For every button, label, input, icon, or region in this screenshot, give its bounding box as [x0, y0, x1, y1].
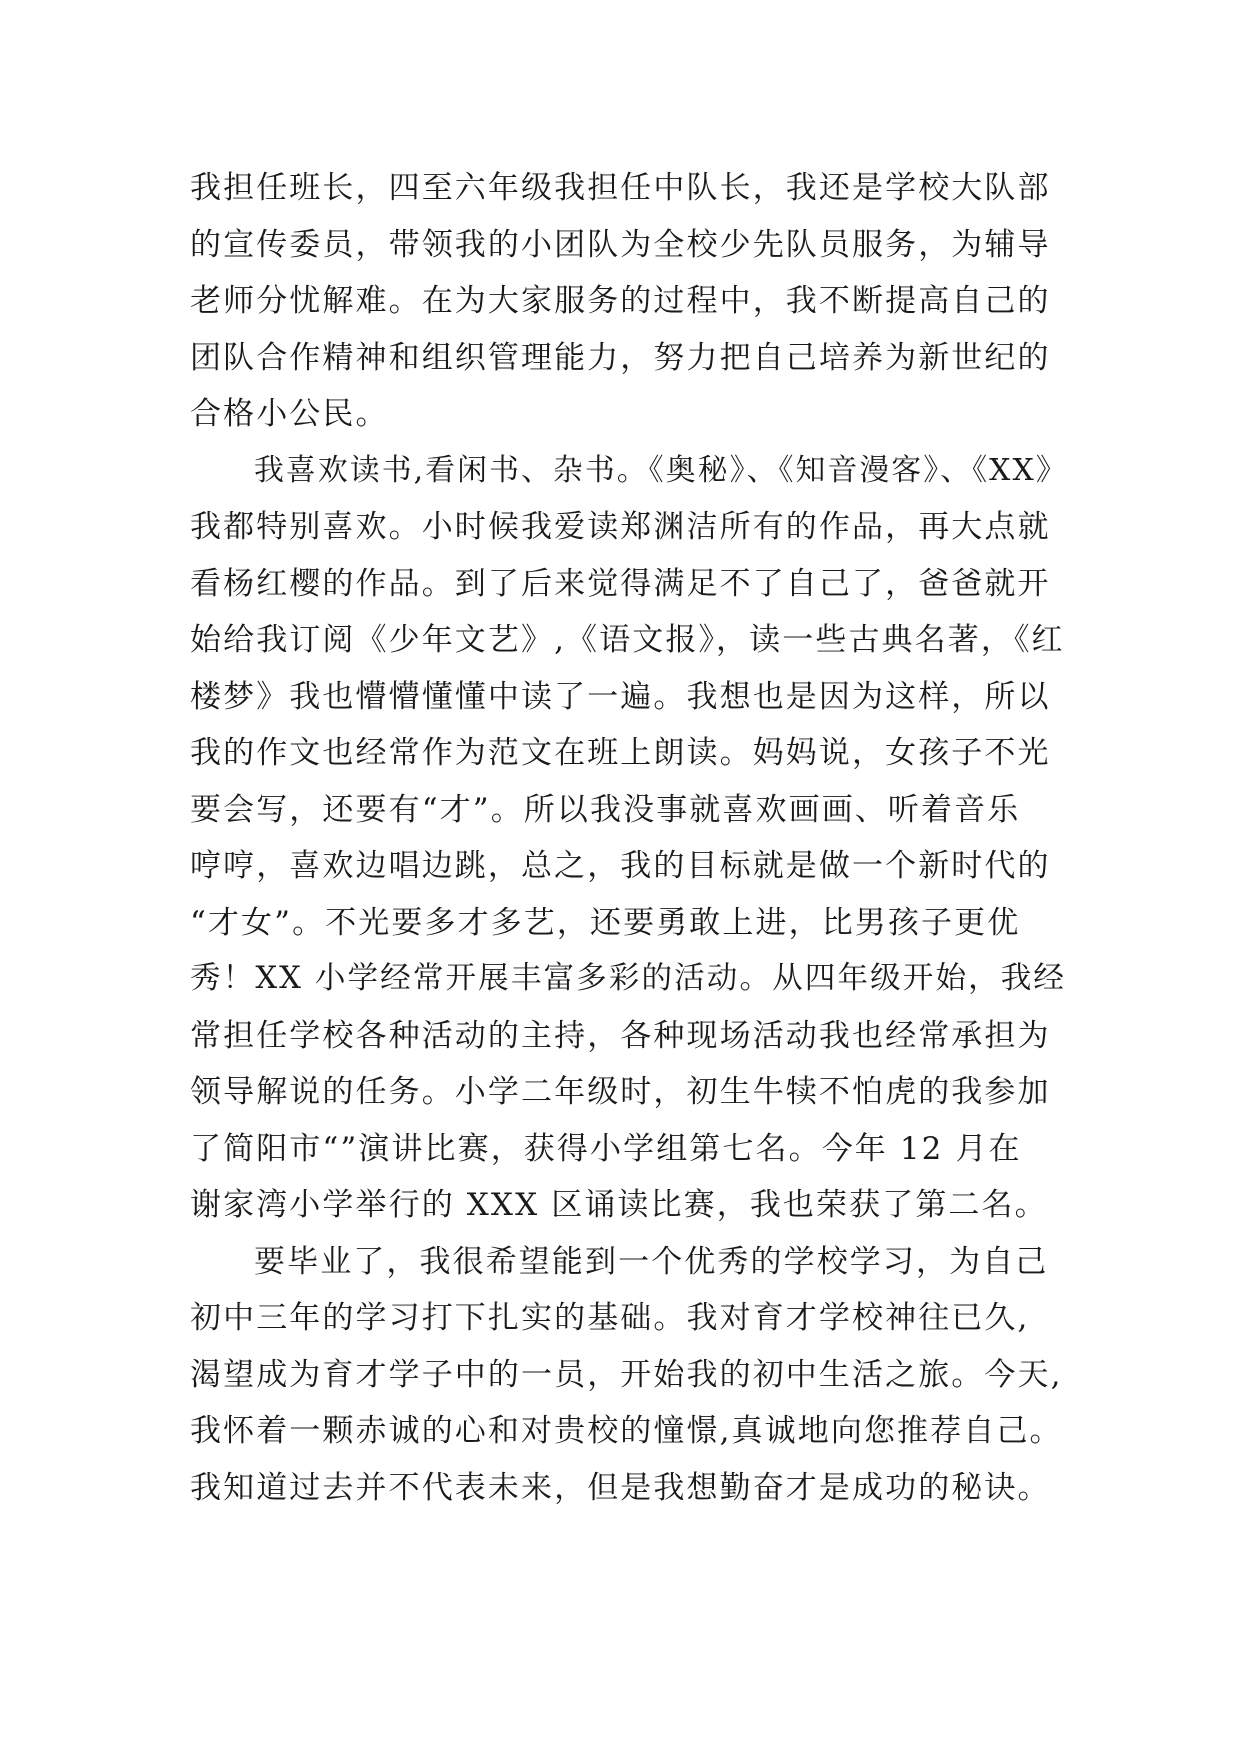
- text-line: 领导解说的任务。小学二年级时，初生牛犊不怕虎的我参加: [190, 1074, 1051, 1110]
- text-line: 初中三年的学习打下扎实的基础。我对育才学校神往已久,: [190, 1300, 1030, 1336]
- text-line: 我知道过去并不代表未来，但是我想勤奋才是成功的秘诀。: [190, 1469, 1051, 1506]
- body-text: [190, 160, 1070, 1516]
- text-line: 哼哼，喜欢边唱边跳，总之，我的目标就是做一个新时代的: [190, 848, 1051, 884]
- text-line: 常担任学校各种活动的主持，各种现场活动我也经常承担为: [190, 1017, 1051, 1054]
- text-line: 我喜欢读书,看闲书、杂书。《奥秘》、《知音漫客》、《XX》: [254, 452, 1068, 488]
- paragraph: [190, 443, 1070, 1234]
- text-line: “才女”。不光要多才多艺，还要勇敢上进，比男孩子更优: [190, 904, 1021, 941]
- text-line: 我的作文也经常作为范文在班上朗读。妈妈说，女孩子不光: [190, 735, 1051, 771]
- text-line: 要毕业了，我很希望能到一个优秀的学校学习，为自己: [254, 1243, 1049, 1280]
- text-line: 的宣传委员，带领我的小团队为全校少先队员服务，为辅导: [190, 226, 1051, 263]
- text-line: 楼梦》我也懵懵懂懂中读了一遍。我想也是因为这样，所以: [190, 678, 1051, 715]
- paragraph: [190, 1234, 1070, 1517]
- text-line: 了简阳市“”演讲比赛，获得小学组第七名。今年 12 月在: [190, 1130, 1022, 1167]
- text-line: 老师分忧解难。在为大家服务的过程中，我不断提高自己的: [190, 283, 1051, 319]
- text-line: 渴望成为育才学子中的一员，开始我的初中生活之旅。今天,: [190, 1356, 1063, 1393]
- text-line: 秀！XX 小学经常开展丰富多彩的活动。从四年级开始，我经: [190, 961, 1067, 996]
- paragraph: [190, 160, 1070, 443]
- text-line: 我都特别喜欢。小时候我爱读郑渊洁所有的作品，再大点就: [190, 509, 1051, 545]
- text-line: 看杨红樱的作品。到了后来觉得满足不了自己了，爸爸就开: [190, 565, 1051, 602]
- text-line: 要会写，还要有“才”。所以我没事就喜欢画画、听着音乐: [190, 791, 1021, 828]
- text-line: 我怀着一颗赤诚的心和对贵校的憧憬,真诚地向您推荐自己。: [190, 1413, 1063, 1449]
- text-line: 我担任班长，四至六年级我担任中队长，我还是学校大队部: [190, 170, 1051, 206]
- text-line: 始给我订阅《少年文艺》,《语文报》，读一些古典名著，《红: [190, 622, 1065, 658]
- text-line: 团队合作精神和组织管理能力，努力把自己培养为新世纪的: [190, 339, 1051, 376]
- text-line: 合格小公民。: [190, 396, 389, 432]
- text-line: 谢家湾小学举行的 XXX 区诵读比赛，我也荣获了第二名。: [190, 1187, 1048, 1223]
